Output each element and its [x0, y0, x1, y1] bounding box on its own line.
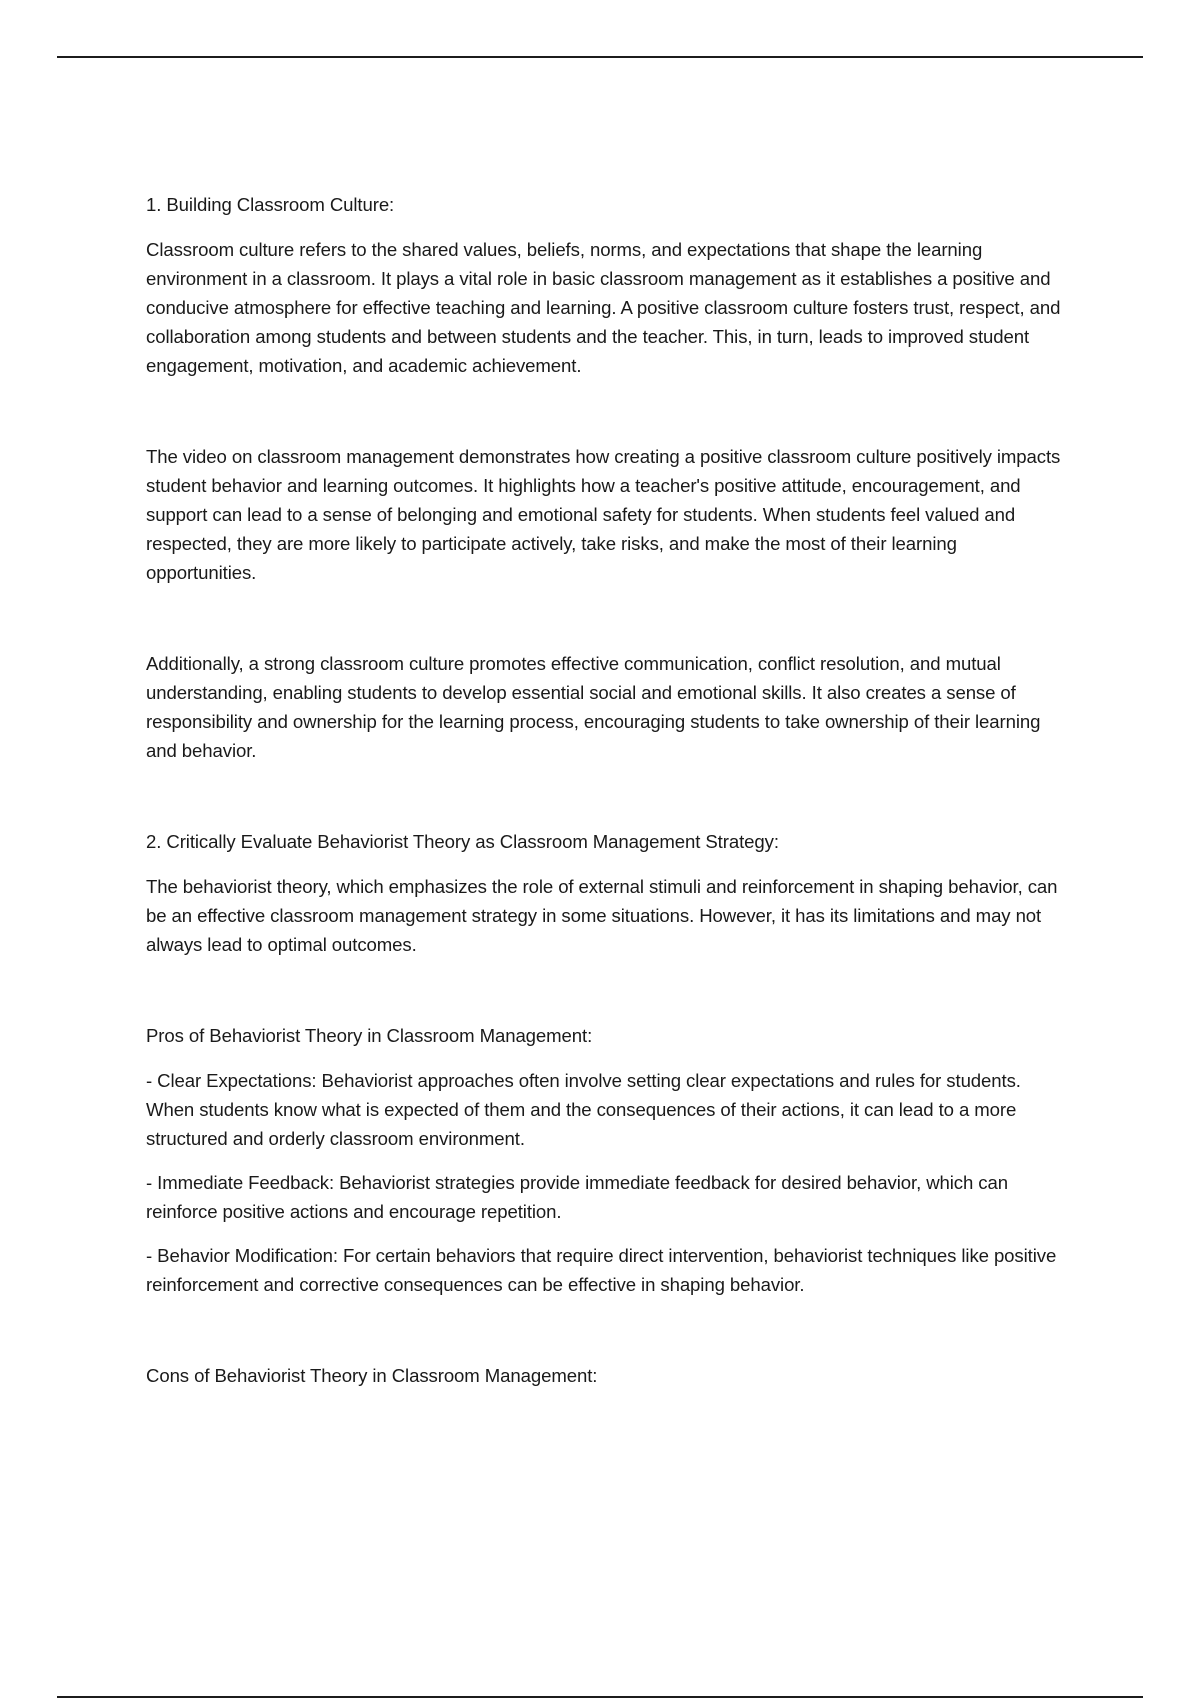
document-body: [146, 190, 1066, 1406]
bottom-rule: [57, 1696, 1143, 1698]
section1-heading: 1. Building Classroom Culture:: [146, 194, 395, 215]
section1-paragraph-1: Classroom culture refers to the shared values, beliefs, norms, and expectations that shape the learning environment in a classroom. It plays a vital role in basic classroom management as it establishes a positive and conducive atmosphere for effective teaching and learning. A positive classroom culture fosters trust, respect, and collaboration among students and between students and the teacher. This, in turn, leads to improved student engagement, motivation, and academic achievement.: [146, 239, 1061, 376]
section1-paragraph-3: Additionally, a strong classroom culture promotes effective communication, conflict resolution, and mutual understanding, enabling students to develop essential social and emotional skills. It also creates a sense of responsibility and ownership for the learning process, encouraging students to take ownership of their learning and behavior.: [146, 653, 1041, 761]
pros-item-immediate-feedback: - Immediate Feedback: Behaviorist strategies provide immediate feedback for desired behavior, which can reinforce positive actions and encourage repetition.: [146, 1172, 1008, 1222]
pros-item-clear-expectations: - Clear Expectations: Behaviorist approaches often involve setting clear expectations and rules for students. When students know what is expected of them and the consequences of their actions, it can lead to a more structured and orderly classroom environment.: [146, 1070, 1021, 1149]
section2-intro: The behaviorist theory, which emphasizes the role of external stimuli and reinforcement in shaping behavior, can be an effective classroom management strategy in some situations. However, it has its limitations and may not always lead to optimal outcomes.: [146, 876, 1058, 955]
section1-paragraph-2: The video on classroom management demonstrates how creating a positive classroom culture positively impacts student behavior and learning outcomes. It highlights how a teacher's positive attitude, encouragement, and support can lead to a sense of belonging and emotional safety for students. When students feel valued and respected, they are more likely to participate actively, take risks, and make the most of their learning opportunities.: [146, 446, 1061, 583]
pros-heading: Pros of Behaviorist Theory in Classroom Management:: [146, 1025, 593, 1046]
pros-item-behavior-modification: - Behavior Modification: For certain behaviors that require direct intervention, behaviorist techniques like positive reinforcement and corrective consequences can be effective in shaping behavior.: [146, 1245, 1057, 1295]
cons-heading: Cons of Behaviorist Theory in Classroom Management:: [146, 1365, 598, 1386]
top-rule: [57, 56, 1143, 58]
section2-heading: 2. Critically Evaluate Behaviorist Theory as Classroom Management Strategy:: [146, 831, 779, 852]
